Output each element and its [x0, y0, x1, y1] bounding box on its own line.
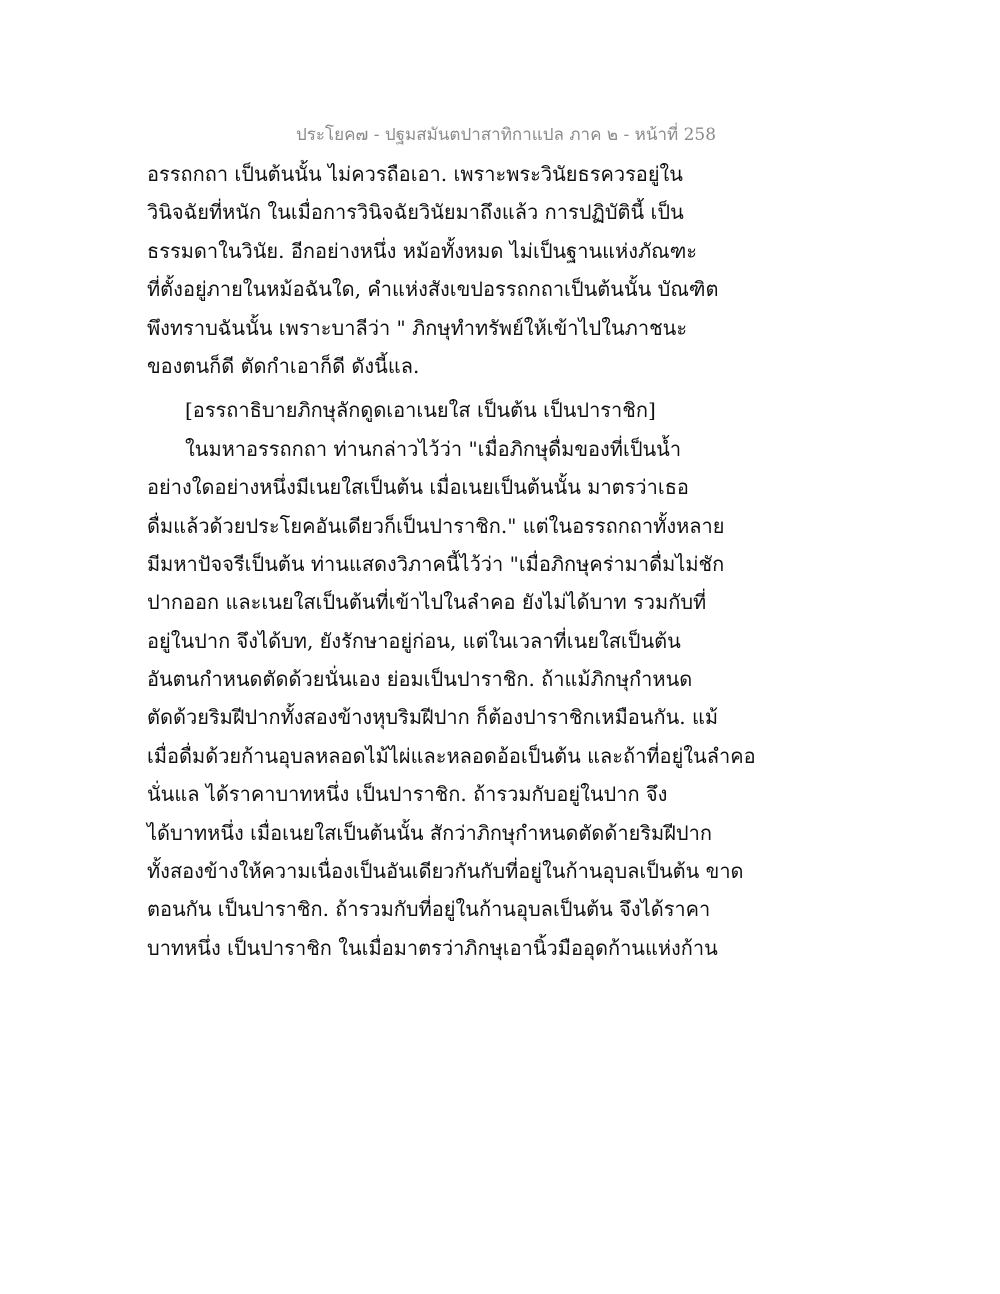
text-line: อันตนกำหนดตัดด้วยนั่นเอง ย่อมเป็นปาราชิก. ถ้าแม้ภิกษุกำหนด: [147, 667, 693, 692]
text-line: นั่นแล ได้ราคาบาทหนึ่ง เป็นปาราชิก. ถ้ารวมกับอยู่ในปาก จึง: [147, 782, 668, 807]
text-line: ทั้งสองข้างให้ความเนื่องเป็นอันเดียวกันกับที่อยู่ในก้านอุบลเป็นต้น ขาด: [147, 859, 744, 884]
text-line: ธรรมดาในวินัย. อีกอย่างหนึ่ง หม้อทั้งหมด ไม่เป็นฐานแห่งภัณฑะ: [147, 238, 698, 263]
text-line: ที่ตั้งอยู่ภายในหม้อฉันใด, คำแห่งสังเขปอรรถกถาเป็นต้นนั้น บัณฑิต: [147, 277, 719, 302]
running-header: ประโยค๗ - ปฐมสมันตปาสาทิกาแปล ภาค ๒ - หน้าที่ 258: [296, 125, 717, 145]
text-line: บาทหนึ่ง เป็นปาราชิก ในเมื่อมาตรว่าภิกษุเอานิ้วมืออุดก้านแห่งก้าน: [147, 935, 718, 960]
text-line: เมื่อดื่มด้วยก้านอุบลหลอดไม้ไผ่และหลอดอ้อเป็นต้น และถ้าที่อยู่ในลำคอ: [147, 743, 756, 768]
text-line: ในมหาอรรถกถา ท่านกล่าวไว้ว่า "เมื่อภิกษุดื่มของที่เป็นน้ำ: [185, 436, 682, 461]
text-line: ของตนก็ดี ตัดกำเอาก็ดี ดังนี้แล.: [147, 353, 420, 378]
text-line: วินิจฉัยที่หนัก ในเมื่อการวินิจฉัยวินัยมาถึงแล้ว การปฏิบัตินี้ เป็น: [147, 200, 684, 225]
text-line: ตอนกัน เป็นปาราชิก. ถ้ารวมกับที่อยู่ในก้านอุบลเป็นต้น จึงได้ราคา: [147, 897, 711, 922]
text-line: อย่างใดอย่างหนึ่งมีเนยใสเป็นต้น เมื่อเนยเป็นต้นนั้น มาตรว่าเธอ: [147, 475, 689, 500]
section-heading: [อรรถาธิบายภิกษุลักดูดเอาเนยใส เป็นต้น เป็นปาราชิก]: [185, 398, 656, 423]
text-line: ได้บาทหนึ่ง เมื่อเนยใสเป็นต้นนั้น สักว่าภิกษุกำหนดตัดด้ายริมฝีปาก: [147, 820, 712, 845]
text-line: อรรถกถา เป็นต้นนั้น ไม่ควรถือเอา. เพราะพระวินัยธรควรอยู่ใน: [147, 162, 683, 186]
text-line: ตัดด้วยริมฝีปากทั้งสองข้างหุบริมฝีปาก ก็ต้องปาราชิกเหมือนกัน. แม้: [147, 705, 719, 730]
text-line: ปากออก และเนยใสเป็นต้นที่เข้าไปในลำคอ ยังไม่ได้บาท รวมกับที่: [147, 590, 707, 615]
text-line: อยู่ในปาก จึงได้บท, ยังรักษาอยู่ก่อน, แต่ในเวลาที่เนยใสเป็นต้น: [147, 628, 681, 653]
body-text: [147, 155, 756, 967]
text-line: พึงทราบฉันนั้น เพราะบาลีว่า " ภิกษุทำทรัพย์ให้เข้าไปในภาชนะ: [147, 315, 688, 340]
text-line: ดื่มแล้วด้วยประโยคอันเดียวก็เป็นปาราชิก." แต่ในอรรถกถาทั้งหลาย: [147, 513, 725, 538]
text-line: มีมหาปัจจรีเป็นต้น ท่านแสดงวิภาคนี้ไว้ว่า "เมื่อภิกษุคร่ามาดื่มไม่ชัก: [147, 551, 725, 576]
